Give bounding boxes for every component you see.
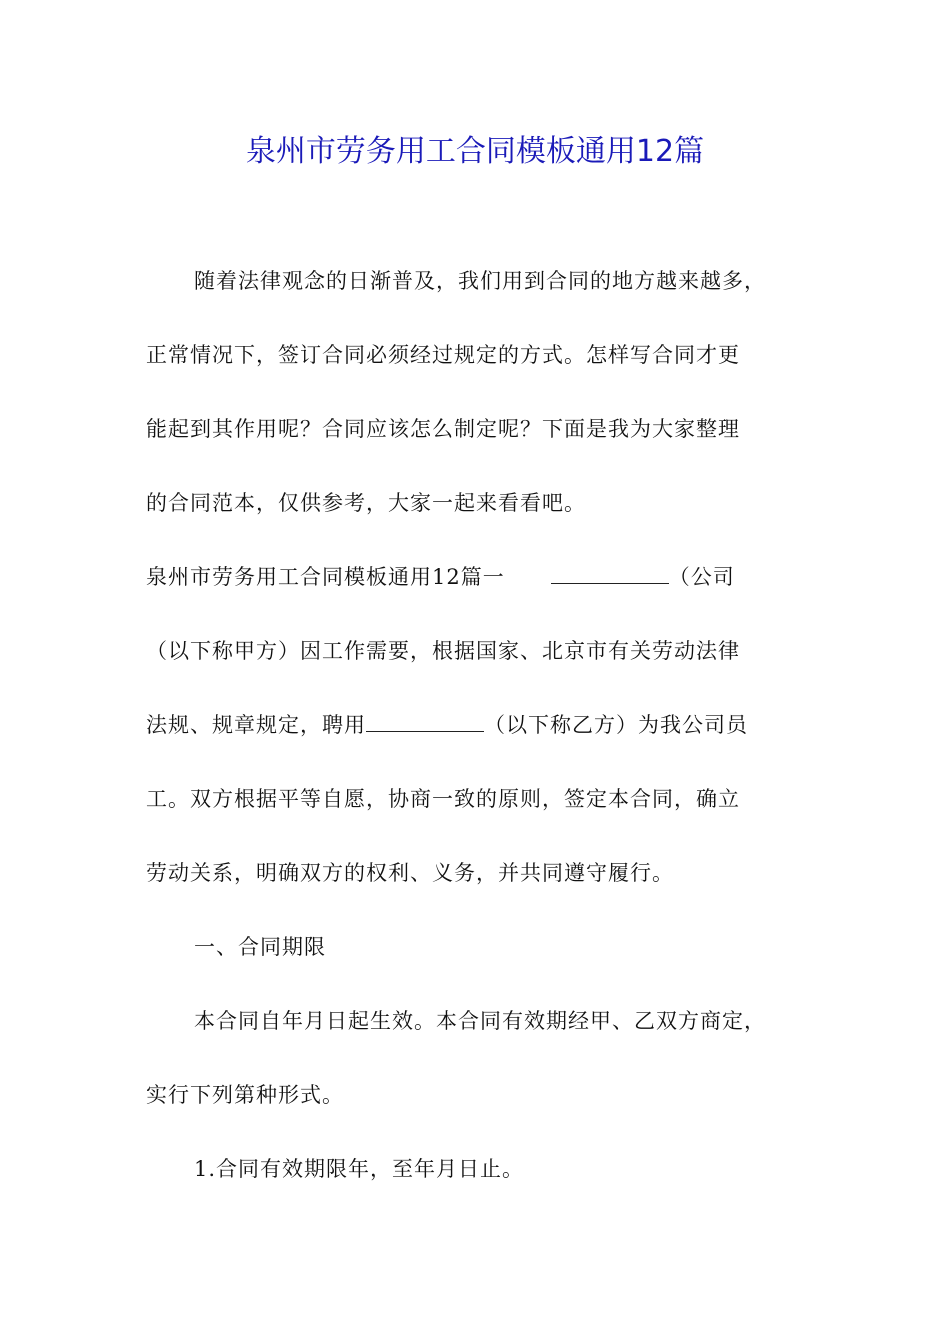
intro-line-3: 能起到其作用呢？合同应该怎么制定呢？下面是我为大家整理 xyxy=(146,417,740,441)
body-line-4: 工。双方根据平等自愿，协商一致的原则，签定本合同，确立 xyxy=(146,787,740,811)
body-line-3-tail: （以下称乙方）为我公司员 xyxy=(484,713,748,737)
clause-1-para-2: 实行下列第种形式。 xyxy=(146,1083,344,1107)
body-line-5: 劳动关系，明确双方的权利、义务，并共同遵守履行。 xyxy=(146,861,674,885)
clause-1-heading: 一、合同期限 xyxy=(194,935,326,959)
document-title: 泉州市劳务用工合同模板通用12篇 xyxy=(245,134,705,169)
clause-1-item-1: 1.合同有效期限年，至年月日止。 xyxy=(194,1157,525,1181)
body-line-2: （以下称甲方）因工作需要，根据国家、北京市有关劳动法律 xyxy=(146,639,740,663)
section-1-first-line xyxy=(146,562,816,592)
company-name-blank xyxy=(551,563,669,584)
body-line-3 xyxy=(146,710,816,740)
section-1-heading: 泉州市劳务用工合同模板通用12篇一 xyxy=(146,565,505,589)
intro-line-2: 正常情况下，签订合同必须经过规定的方式。怎样写合同才更 xyxy=(146,343,740,367)
clause-1-para-1: 本合同自年月日起生效。本合同有效期经甲、乙双方商定， xyxy=(194,1009,766,1033)
section-1-line-1-tail: （公司 xyxy=(668,565,735,589)
employee-name-blank xyxy=(366,711,484,732)
intro-line-4: 的合同范本，仅供参考，大家一起来看看吧。 xyxy=(146,491,586,515)
body-line-3-head: 法规、规章规定，聘用 xyxy=(146,713,366,737)
intro-line-1: 随着法律观念的日渐普及，我们用到合同的地方越来越多， xyxy=(194,269,766,293)
